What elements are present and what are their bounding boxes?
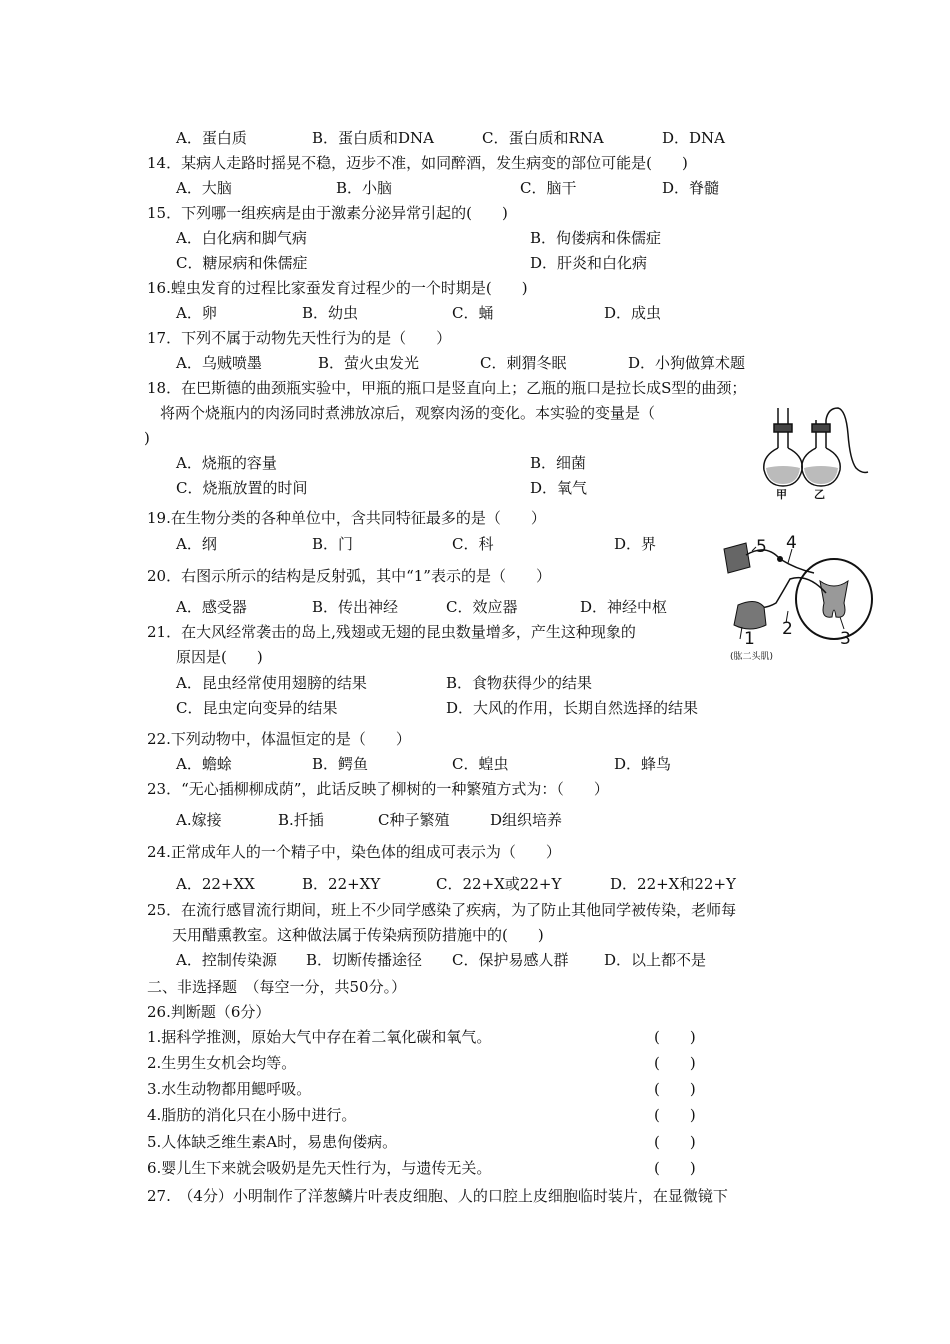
q20-option-d: D．神经中枢: [580, 598, 668, 616]
q22-stem: 22.下列动物中，体温恒定的是（ ）: [147, 730, 411, 748]
q18-option-a: A．烧瓶的容量: [176, 454, 277, 472]
skin-receptor-patch: [724, 543, 750, 573]
pasteur-flasks-figure: [752, 404, 872, 500]
q25-option-d: D．以上都不是: [604, 951, 707, 969]
reflex-label-2: 2: [782, 619, 793, 639]
q17-option-d: D．小狗做算术题: [628, 354, 746, 372]
q16-option-a: A．卵: [176, 304, 217, 322]
q15-option-c: C．糖尿病和侏儒症: [176, 254, 308, 272]
q19-option-a: A．纲: [176, 535, 217, 553]
q14-option-b: B．小脑: [336, 179, 393, 197]
muscle-tendon: [740, 627, 742, 639]
q26-title: 26.判断题（6分）: [147, 1003, 271, 1021]
pasteur-flasks-drawing: [752, 404, 872, 500]
q13-option-d: D．DNA: [662, 129, 726, 147]
q26-blank-1: ( ): [654, 1028, 696, 1046]
q23-option-c: C种子繁殖: [378, 811, 450, 829]
q14-option-c: C．脑干: [520, 179, 577, 197]
q22-option-d: D．蜂鸟: [614, 755, 672, 773]
q23-option-b: B.扦插: [278, 811, 324, 829]
q26-blank-3: ( ): [654, 1080, 696, 1098]
q13-option-c: C．蛋白质和RNA: [482, 129, 604, 147]
q16-stem: 16.蝗虫发育的过程比家蚕发育过程少的一个时期是( ): [147, 279, 528, 297]
reflex-label-4: 4: [786, 533, 797, 553]
reflex-label-1: 1: [744, 629, 755, 649]
q25-stem-line1: 25．在流行感冒流行期间，班上不少同学感染了疾病，为了防止其他同学被传染，老师每: [147, 901, 737, 919]
q14-stem: 14．某病人走路时摇晃不稳，迈步不准，如同醉酒，发生病变的部位可能是( ): [147, 154, 688, 172]
q18-option-b: B．细菌: [530, 454, 587, 472]
q19-option-c: C．科: [452, 535, 494, 553]
q22-option-b: B．鳄鱼: [312, 755, 369, 773]
q14-option-a: A．大脑: [176, 179, 232, 197]
q17-option-b: B．萤火虫发光: [318, 354, 420, 372]
reflex-arc-figure: [716, 533, 880, 663]
q22-option-c: C．蝗虫: [452, 755, 509, 773]
q18-stem-line1: 18．在巴斯德的曲颈瓶实验中，甲瓶的瓶口是竖直向上；乙瓶的瓶口是拉长成S型的曲颈；: [147, 379, 747, 397]
q24-option-a: A．22+XX: [176, 875, 255, 893]
q20-option-c: C．效应器: [446, 598, 518, 616]
q23-option-a: A.嫁接: [176, 811, 222, 829]
q26-blank-5: ( ): [654, 1133, 696, 1151]
q24-option-c: C．22+X或22+Y: [436, 875, 562, 893]
q15-stem: 15．下列哪一组疾病是由于激素分泌异常引起的( ): [147, 204, 508, 222]
q24-option-b: B．22+XY: [302, 875, 381, 893]
q13-option-a: A．蛋白质: [176, 129, 247, 147]
q15-option-a: A．白化病和脚气病: [176, 229, 307, 247]
reflex-caption: (肱二头肌): [730, 652, 774, 662]
q26-blank-2: ( ): [654, 1054, 696, 1072]
q26-item-6: 6.婴儿生下来就会吸奶是先天性行为，与遗传无关。: [147, 1159, 492, 1177]
q18-option-c: C．烧瓶放置的时间: [176, 479, 308, 497]
q26-item-1: 1.据科学推测，原始大气中存在着二氧化碳和氧气。: [147, 1028, 492, 1046]
q21-stem-line2: 原因是( ): [176, 648, 263, 666]
reflex-label-3: 3: [840, 629, 851, 649]
reflex-arc-drawing: [716, 533, 880, 663]
biceps-muscle: [734, 601, 766, 629]
q24-option-d: D．22+X和22+Y: [610, 875, 736, 893]
q15-option-d: D．肝炎和白化病: [530, 254, 648, 272]
flask-yi: [802, 408, 868, 486]
q13-option-b: B．蛋白质和DNA: [312, 129, 435, 147]
q16-option-b: B．幼虫: [302, 304, 359, 322]
q26-item-4: 4.脂肪的消化只在小肠中进行。: [147, 1106, 357, 1124]
q18-stem-line2: 将两个烧瓶内的肉汤同时煮沸放凉后，观察肉汤的变化。本实验的变量是（: [160, 404, 656, 422]
q21-option-a: A．昆虫经常使用翅膀的结果: [176, 674, 367, 692]
q25-option-a: A．控制传染源: [176, 951, 277, 969]
q26-item-2: 2.生男生女机会均等。: [147, 1054, 297, 1072]
q21-option-d: D．大风的作用，长期自然选择的结果: [446, 699, 699, 717]
q25-stem-line2: 天用醋熏教室。这种做法属于传染病预防措施中的( ): [172, 926, 544, 944]
q21-option-b: B．食物获得少的结果: [446, 674, 593, 692]
flask-jia-label: 甲: [776, 488, 787, 501]
q18-option-d: D．氧气: [530, 479, 588, 497]
q22-option-a: A．蟾蜍: [176, 755, 232, 773]
q20-option-a: A．感受器: [176, 598, 247, 616]
reflex-label-5: 5: [756, 537, 767, 557]
q14-option-d: D．脊髓: [662, 179, 720, 197]
q16-option-d: D．成虫: [604, 304, 662, 322]
q26-blank-6: ( ): [654, 1159, 696, 1177]
q25-option-c: C．保护易感人群: [452, 951, 569, 969]
q20-option-b: B．传出神经: [312, 598, 399, 616]
ganglion: [777, 556, 783, 562]
q20-stem: 20．右图示所示的结构是反射弧，其中“1”表示的是（ ）: [147, 567, 551, 585]
q15-option-b: B．佝偻病和侏儒症: [530, 229, 662, 247]
q17-stem: 17．下列不属于动物先天性行为的是（ ）: [147, 329, 452, 347]
q21-stem-line1: 21．在大风经常袭击的岛上,残翅或无翅的昆虫数量增多，产生这种现象的: [147, 623, 636, 641]
q19-option-b: B．门: [312, 535, 354, 553]
q18-stem-line3: ): [144, 429, 150, 447]
q25-option-b: B．切断传播途径: [306, 951, 423, 969]
q27-stem: 27. （4分）小明制作了洋葱鳞片叶表皮细胞、人的口腔上皮细胞临时装片，在显微镜下: [147, 1187, 728, 1205]
q19-stem: 19.在生物分类的各种单位中，含共同特征最多的是（ ）: [147, 509, 546, 527]
flask-yi-label: 乙: [814, 488, 825, 501]
section2-heading: 二、非选择题 （每空一分，共50分。）: [147, 978, 407, 996]
q19-option-d: D．界: [614, 535, 657, 553]
flask-jia: [764, 408, 802, 486]
q16-option-c: C．蛹: [452, 304, 494, 322]
q24-stem: 24.正常成年人的一个精子中，染色体的组成可表示为（ ）: [147, 843, 561, 861]
q23-stem: 23．“无心插柳柳成荫”，此话反映了柳树的一种繁殖方式为：（ ）: [147, 780, 609, 798]
q26-item-5: 5.人体缺乏维生素A时，易患佝偻病。: [147, 1133, 398, 1151]
q17-option-a: A．乌贼喷墨: [176, 354, 262, 372]
q23-option-d: D组织培养: [490, 811, 563, 829]
q26-item-3: 3.水生动物都用鳃呼吸。: [147, 1080, 312, 1098]
q21-option-c: C．昆虫定向变异的结果: [176, 699, 338, 717]
q17-option-c: C．刺猬冬眠: [480, 354, 567, 372]
q26-blank-4: ( ): [654, 1106, 696, 1124]
